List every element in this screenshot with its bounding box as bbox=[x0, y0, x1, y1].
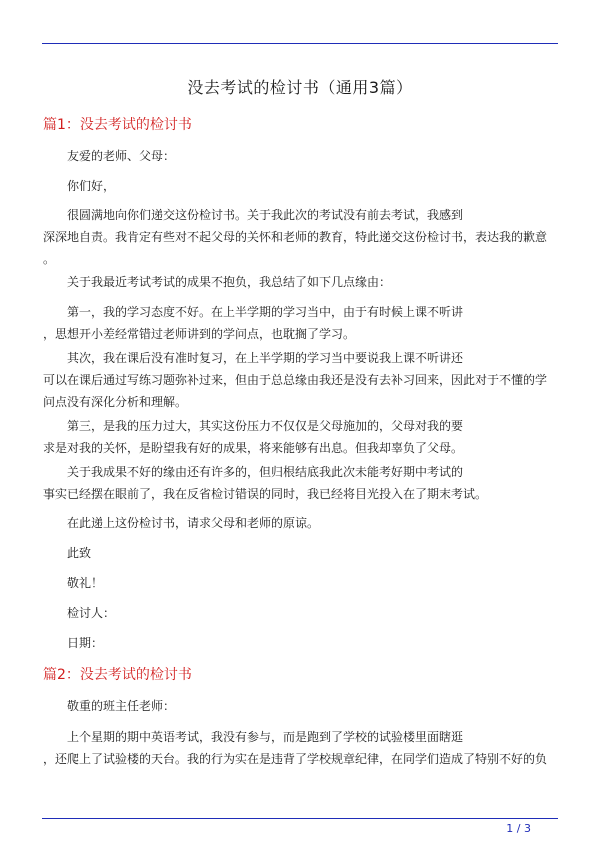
signer-label: 检讨人： bbox=[67, 606, 116, 620]
paragraph-1-3 bbox=[43, 301, 563, 345]
paragraph-line: 在此递上这份检讨书，请求父母和老师的原谅。 bbox=[67, 516, 320, 530]
paragraph-line: 可以在课后通过写练习题弥补过来，但由于总总缘由我还是没有去补习回来，因此对于不懂的学 bbox=[43, 373, 548, 387]
greeting-1-text: 你们好， bbox=[67, 179, 116, 193]
paragraph-line: 关于我最近考试考试的成果不抱负，我总结了如下几点缘由： bbox=[67, 275, 392, 289]
paragraph-1-6 bbox=[43, 461, 563, 505]
salutation-1-text: 友爱的老师、父母： bbox=[67, 149, 176, 163]
bottom-rule bbox=[42, 818, 558, 819]
paragraph-2-1 bbox=[43, 726, 563, 770]
top-rule bbox=[42, 43, 558, 44]
paragraph-1-7 bbox=[43, 512, 563, 534]
document-title: 没去考试的检讨书（通用3篇） bbox=[187, 78, 413, 97]
paragraph-line: 上个星期的期中英语考试，我没有参与，而是跑到了学校的试验楼里面瞎逛 bbox=[67, 730, 464, 744]
section-2-heading: 篇2：没去考试的检讨书 bbox=[43, 667, 192, 683]
regards-text: 敬礼！ bbox=[67, 576, 104, 590]
paragraph-line: 第一，我的学习态度不好。在上半学期的学习当中，由于有时候上课不听讲 bbox=[67, 305, 464, 319]
signer bbox=[43, 602, 563, 624]
paragraph-1-2 bbox=[43, 271, 563, 293]
paragraph-line: ，思想开小差经常错过老师讲到的学问点，也耽搁了学习。 bbox=[43, 327, 356, 341]
paragraph-line: 求是对我的关怀，是盼望我有好的成果，将来能够有出息。但我却辜负了父母。 bbox=[43, 441, 464, 455]
date-label: 日期： bbox=[67, 636, 104, 650]
paragraph-line: ，还爬上了试验楼的天台。我的行为实在是违背了学校规章纪律，在同学们造成了特别不好的负 bbox=[43, 752, 548, 766]
salutation-2-text: 敬重的班主任老师： bbox=[67, 699, 176, 713]
paragraph-line: 很圆满地向你们递交这份检讨书。关于我此次的考试没有前去考试，我感到 bbox=[67, 208, 464, 222]
closing-text: 此致 bbox=[67, 546, 92, 560]
page-number: 1 / 3 bbox=[506, 822, 531, 835]
paragraph-1-1 bbox=[43, 204, 563, 270]
paragraph-line: 关于我成果不好的缘由还有许多的，但归根结底我此次未能考好期中考试的 bbox=[67, 465, 464, 479]
paragraph-line: 。 bbox=[43, 252, 56, 266]
paragraph-line: 深深地自责。我肯定有些对不起父母的关怀和老师的教育，特此递交这份检讨书，表达我的歉意 bbox=[43, 230, 548, 244]
paragraph-line: 第三，是我的压力过大，其实这份压力不仅仅是父母施加的，父母对我的要 bbox=[67, 419, 464, 433]
paragraph-line: 事实已经摆在眼前了，我在反省检讨错误的同时，我已经将目光投入在了期末考试。 bbox=[43, 487, 488, 501]
regards bbox=[43, 572, 563, 594]
paragraph-1-5 bbox=[43, 415, 563, 459]
closing bbox=[43, 542, 563, 564]
greeting-1 bbox=[43, 175, 563, 197]
paragraph-1-4 bbox=[43, 347, 563, 413]
paragraph-line: 其次，我在课后没有准时复习，在上半学期的学习当中要说我上课不听讲还 bbox=[67, 351, 464, 365]
section-1-heading: 篇1：没去考试的检讨书 bbox=[43, 117, 192, 133]
salutation-2 bbox=[43, 695, 563, 717]
salutation-1 bbox=[43, 145, 563, 167]
paragraph-line: 问点没有深化分析和理解。 bbox=[43, 395, 188, 409]
date bbox=[43, 632, 563, 654]
